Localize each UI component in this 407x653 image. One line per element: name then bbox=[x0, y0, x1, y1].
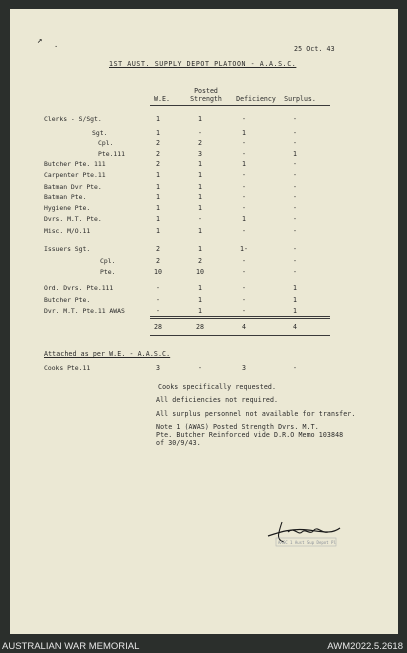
row-deficiency-cell: - bbox=[242, 193, 246, 201]
row-label: Pte.111 bbox=[98, 150, 125, 158]
row-deficiency-cell: 1- bbox=[240, 245, 248, 253]
row-posted-cell: 2 bbox=[198, 139, 202, 147]
footer-right: AWM2022.5.2618 bbox=[327, 641, 403, 652]
column-header-surplus: Surplus. bbox=[284, 95, 316, 103]
row-deficiency-cell: - bbox=[242, 204, 246, 212]
row-posted-cell: 1 bbox=[198, 160, 202, 168]
row-surplus-cell: 1 bbox=[293, 284, 297, 292]
row-posted-cell: 3 bbox=[198, 150, 202, 158]
row-label: Misc. M/O.11 bbox=[44, 227, 91, 235]
row-posted-cell: 1 bbox=[198, 307, 202, 315]
punch-mark-icon: · bbox=[54, 43, 59, 51]
row-we-cell: - bbox=[156, 284, 160, 292]
row-posted-cell: 1 bbox=[198, 193, 202, 201]
row-surplus-cell: - bbox=[293, 245, 297, 253]
row-deficiency-cell: 1 bbox=[242, 160, 246, 168]
row-label: Batman Pte. bbox=[44, 193, 87, 201]
row-deficiency-cell: - bbox=[242, 115, 246, 123]
row-we-cell: 10 bbox=[154, 268, 162, 276]
row-we-cell: 1 bbox=[156, 215, 160, 223]
row-surplus-cell: - bbox=[293, 171, 297, 179]
row-posted-cell: 2 bbox=[198, 257, 202, 265]
row-we-cell: 2 bbox=[156, 245, 160, 253]
row-label: Cpl. bbox=[100, 257, 116, 265]
row-surplus-cell: - bbox=[293, 160, 297, 168]
row-surplus-cell: - bbox=[293, 268, 297, 276]
row-surplus-cell: - bbox=[293, 139, 297, 147]
document-sheet bbox=[10, 9, 398, 634]
note-line: Cooks specifically requested. bbox=[158, 383, 277, 391]
row-we-cell: 1 bbox=[156, 183, 160, 191]
row-deficiency-cell: - bbox=[242, 268, 246, 276]
row-we-cell: 1 bbox=[156, 204, 160, 212]
row-posted-cell: 1 bbox=[198, 171, 202, 179]
row-we-cell: 2 bbox=[156, 160, 160, 168]
row-surplus-cell: - bbox=[293, 115, 297, 123]
row-deficiency-cell: - bbox=[242, 307, 246, 315]
total-we: 28 bbox=[154, 323, 162, 331]
row-label: Batman Dvr Pte. bbox=[44, 183, 102, 191]
row-label: Carpenter Pte.11 bbox=[44, 171, 106, 179]
row-deficiency-cell: - bbox=[242, 171, 246, 179]
row-deficiency-cell: - bbox=[242, 150, 246, 158]
row-deficiency-cell: - bbox=[242, 257, 246, 265]
footer-left: AUSTRALIAN WAR MEMORIAL bbox=[2, 641, 140, 652]
attached-row-label: Cooks Pte.11 bbox=[44, 364, 91, 372]
total-posted: 28 bbox=[196, 323, 204, 331]
row-posted-cell: 1 bbox=[198, 115, 202, 123]
signature-stamp bbox=[262, 514, 342, 550]
row-deficiency-cell: - bbox=[242, 296, 246, 304]
row-surplus-cell: - bbox=[293, 227, 297, 235]
row-we-cell: 1 bbox=[156, 171, 160, 179]
attached-posted: - bbox=[198, 364, 202, 372]
row-posted-cell: 10 bbox=[196, 268, 204, 276]
row-label: Sgt. bbox=[92, 129, 108, 137]
total-surplus: 4 bbox=[293, 323, 297, 331]
row-posted-cell: - bbox=[198, 215, 202, 223]
attached-we: 3 bbox=[156, 364, 160, 372]
row-surplus-cell: - bbox=[293, 129, 297, 137]
totals-rule-top bbox=[150, 316, 330, 317]
attached-surplus: - bbox=[293, 364, 297, 372]
row-surplus-cell: - bbox=[293, 193, 297, 201]
row-surplus-cell: 1 bbox=[293, 150, 297, 158]
note-line: All deficiencies not required. bbox=[156, 396, 279, 404]
row-deficiency-cell: 1 bbox=[242, 215, 246, 223]
row-deficiency-cell: - bbox=[242, 227, 246, 235]
column-header-deficiency: Deficiency bbox=[236, 95, 276, 103]
row-we-cell: 1 bbox=[156, 129, 160, 137]
row-surplus-cell: - bbox=[293, 215, 297, 223]
row-we-cell: - bbox=[156, 307, 160, 315]
document-title: 1ST AUST. SUPPLY DEPOT PLATOON - A.A.S.C. bbox=[109, 60, 297, 68]
row-deficiency-cell: - bbox=[242, 284, 246, 292]
row-we-cell: 2 bbox=[156, 139, 160, 147]
row-label: Dvr. M.T. Pte.11 AWAS bbox=[44, 307, 125, 315]
totals-rule-top-double bbox=[150, 318, 330, 319]
row-we-cell: - bbox=[156, 296, 160, 304]
row-posted-cell: 1 bbox=[198, 227, 202, 235]
header-underline bbox=[150, 105, 330, 106]
row-label: Cpl. bbox=[98, 139, 114, 147]
row-label: Issuers Sgt. bbox=[44, 245, 91, 253]
row-surplus-cell: - bbox=[293, 183, 297, 191]
row-deficiency-cell: 1 bbox=[242, 129, 246, 137]
column-header-posted-strength: Posted Strength bbox=[190, 87, 222, 103]
row-label: Dvrs. M.T. Pte. bbox=[44, 215, 102, 223]
row-posted-cell: 1 bbox=[198, 183, 202, 191]
punch-mark-icon: ↗ bbox=[37, 36, 43, 46]
row-posted-cell: - bbox=[198, 129, 202, 137]
row-posted-cell: 1 bbox=[198, 284, 202, 292]
row-we-cell: 1 bbox=[156, 115, 160, 123]
footer-bar bbox=[0, 639, 407, 653]
row-label: Ord. Dvrs. Pte.111 bbox=[44, 284, 114, 292]
totals-rule-bottom bbox=[150, 335, 330, 336]
row-we-cell: 1 bbox=[156, 193, 160, 201]
row-posted-cell: 1 bbox=[198, 245, 202, 253]
row-surplus-cell: - bbox=[293, 204, 297, 212]
note-line: All surplus personnel not available for transfer. bbox=[156, 410, 356, 418]
row-label: Butcher Pte. 111 bbox=[44, 160, 106, 168]
row-we-cell: 1 bbox=[156, 227, 160, 235]
attached-heading: Attached as per W.E. - A.A.S.C. bbox=[44, 350, 171, 358]
row-surplus-cell: - bbox=[293, 257, 297, 265]
row-label: Pte. bbox=[100, 268, 116, 276]
row-deficiency-cell: - bbox=[242, 183, 246, 191]
document-date: 25 Oct. 43 bbox=[294, 45, 335, 53]
note-line: Note 1 (AWAS) Posted Strength Dvrs. M.T. bbox=[156, 423, 319, 431]
row-posted-cell: 1 bbox=[198, 296, 202, 304]
total-deficiency: 4 bbox=[242, 323, 246, 331]
row-label: Clerks - S/Sgt. bbox=[44, 115, 102, 123]
note-line: of 30/9/43. bbox=[156, 439, 201, 447]
row-we-cell: 2 bbox=[156, 257, 160, 265]
attached-deficiency: 3 bbox=[242, 364, 246, 372]
row-surplus-cell: 1 bbox=[293, 307, 297, 315]
row-surplus-cell: 1 bbox=[293, 296, 297, 304]
row-we-cell: 2 bbox=[156, 150, 160, 158]
stamp-text: AASC 1 Aust Sup Depot Pl bbox=[278, 540, 336, 545]
row-label: Hygiene Pte. bbox=[44, 204, 91, 212]
note-line: Pte. Butcher Reinforced vide D.R.O Memo 103848 bbox=[156, 431, 344, 439]
row-label: Butcher Pte. bbox=[44, 296, 91, 304]
row-deficiency-cell: - bbox=[242, 139, 246, 147]
column-header-we: W.E. bbox=[154, 95, 170, 103]
row-posted-cell: 1 bbox=[198, 204, 202, 212]
